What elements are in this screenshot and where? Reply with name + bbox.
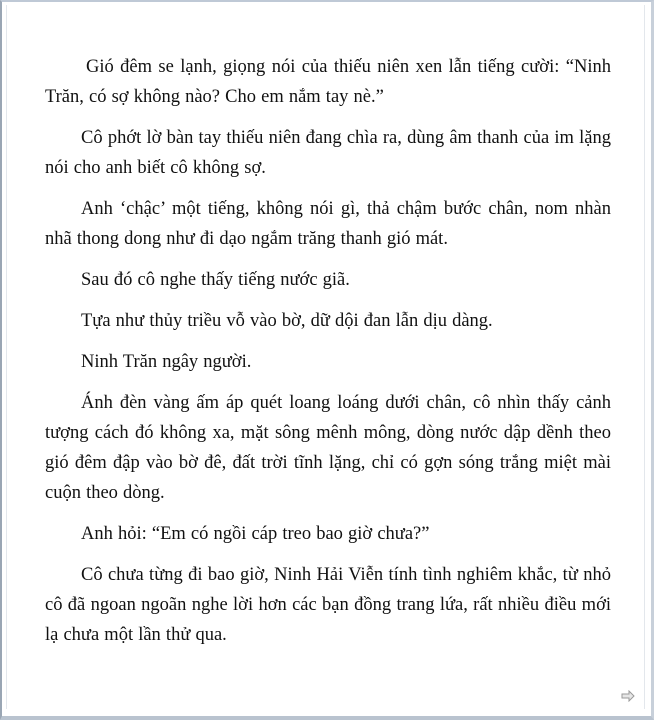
document-body — [45, 52, 611, 661]
paragraph: Cô phớt lờ bàn tay thiếu niên đang chìa ra, dùng âm thanh của im lặng nói cho anh biết cô không sợ. — [45, 128, 611, 178]
paragraph: Sau đó cô nghe thấy tiếng nước giã. — [81, 270, 350, 290]
paragraph: Anh hỏi: “Em có ngồi cáp treo bao giờ chưa?” — [81, 524, 430, 544]
paragraph: Gió đêm se lạnh, giọng nói của thiếu niên xen lẫn tiếng cười: “Ninh Trăn, có sợ không nào? Cho em nắm tay nè.” — [45, 57, 611, 107]
paragraph: Ánh đèn vàng ấm áp quét loang loáng dưới chân, cô nhìn thấy cảnh tượng cách đó không xa, mặt sông mênh mông, dòng nước dập dềnh theo gió đêm đập vào bờ đê, đất trời tĩnh lặng, chỉ có gợn sóng trắng miệt mài cuộn theo dòng. — [45, 393, 611, 503]
paragraph: Cô chưa từng đi bao giờ, Ninh Hải Viễn tính tình nghiêm khắc, từ nhỏ cô đã ngoan ngoãn nghe lời hơn các bạn đồng trang lứa, rất nhiều điều mới lạ chưa một lần thử qua. — [45, 565, 611, 645]
next-page-arrow-icon[interactable] — [621, 690, 635, 702]
paragraph: Ninh Trăn ngây người. — [81, 352, 252, 372]
paragraph: Tựa như thủy triều vỗ vào bờ, dữ dội đan lẫn dịu dàng. — [81, 311, 493, 331]
paragraph: Anh ‘chậc’ một tiếng, không nói gì, thả chậm bước chân, nom nhàn nhã thong dong như đi dạo ngắm trăng thanh gió mát. — [45, 199, 611, 249]
